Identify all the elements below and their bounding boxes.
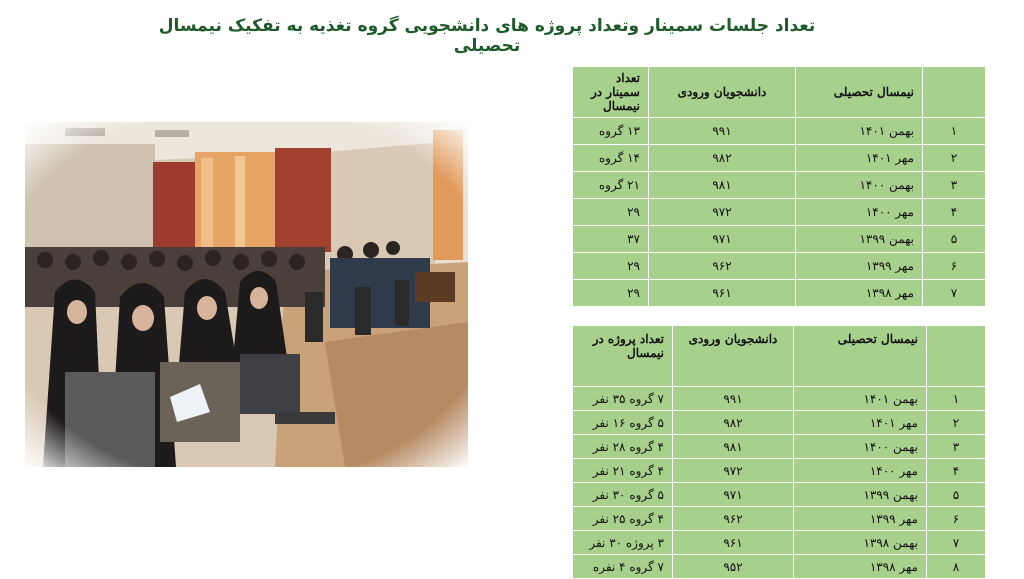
seminar-table <box>572 66 986 307</box>
row-value: ۱۴ گروه <box>573 145 649 172</box>
row-semester: بهمن ۱۳۹۸ <box>794 531 927 555</box>
row-semester: بهمن ۱۳۹۹ <box>794 483 927 507</box>
row-num: ۱ <box>923 118 986 145</box>
table-header-row <box>573 67 986 118</box>
table-row <box>573 280 986 307</box>
row-num: ۵ <box>923 226 986 253</box>
header-students: دانشجویان ورودی <box>649 67 796 118</box>
row-num: ۱ <box>927 387 986 411</box>
row-value: ۳ پروژه ۳۰ نفر <box>573 531 673 555</box>
row-semester: مهر ۱۴۰۰ <box>796 199 923 226</box>
row-value: ۷ گروه ۴ نفره <box>573 555 673 579</box>
row-num: ۵ <box>927 483 986 507</box>
row-num: ۴ <box>923 199 986 226</box>
row-value: ۴ گروه ۲۸ نفر <box>573 435 673 459</box>
row-value: ۲۱ گروه <box>573 172 649 199</box>
row-num: ۶ <box>927 507 986 531</box>
row-num: ۷ <box>927 531 986 555</box>
row-num: ۶ <box>923 253 986 280</box>
table-row <box>573 387 986 411</box>
page-title: تعداد جلسات سمینار وتعداد پروژه های دانشجویی گروه تغذیه به تفکیک نیمسال تحصیلی <box>158 16 816 56</box>
header-project-count: تعداد پروژه در نیمسال <box>573 326 673 387</box>
row-value: ۳۷ <box>573 226 649 253</box>
row-semester: بهمن ۱۴۰۰ <box>796 172 923 199</box>
seminar-table-body <box>573 118 986 307</box>
table-row <box>573 118 986 145</box>
row-semester: مهر ۱۳۹۸ <box>796 280 923 307</box>
header-semester: نیمسال تحصیلی <box>796 67 923 118</box>
header-num <box>927 326 986 387</box>
table-row <box>573 253 986 280</box>
row-semester: مهر ۱۴۰۰ <box>794 459 927 483</box>
row-num: ۲ <box>927 411 986 435</box>
row-students: ۹۶۲ <box>673 507 794 531</box>
row-students: ۹۹۱ <box>649 118 796 145</box>
row-semester: مهر ۱۴۰۱ <box>794 411 927 435</box>
row-num: ۸ <box>927 555 986 579</box>
header-semester: نیمسال تحصیلی <box>794 326 927 387</box>
table-row <box>573 411 986 435</box>
row-num: ۷ <box>923 280 986 307</box>
row-students: ۹۶۲ <box>649 253 796 280</box>
row-students: ۹۷۲ <box>673 459 794 483</box>
table-row <box>573 555 986 579</box>
row-num: ۳ <box>927 435 986 459</box>
row-value: ۱۳ گروه <box>573 118 649 145</box>
row-semester: مهر ۱۴۰۱ <box>796 145 923 172</box>
table-row <box>573 531 986 555</box>
row-value: ۴ گروه ۲۱ نفر <box>573 459 673 483</box>
row-students: ۹۷۱ <box>649 226 796 253</box>
row-semester: مهر ۱۳۹۹ <box>794 507 927 531</box>
table-row <box>573 199 986 226</box>
row-students: ۹۸۱ <box>649 172 796 199</box>
row-value: ۵ گروه ۱۶ نفر <box>573 411 673 435</box>
row-value: ۷ گروه ۳۵ نفر <box>573 387 673 411</box>
table-row <box>573 459 986 483</box>
row-num: ۳ <box>923 172 986 199</box>
table-row <box>573 172 986 199</box>
row-semester: بهمن ۱۴۰۱ <box>796 118 923 145</box>
row-students: ۹۵۲ <box>673 555 794 579</box>
row-students: ۹۶۱ <box>673 531 794 555</box>
row-semester: بهمن ۱۴۰۰ <box>794 435 927 459</box>
table-row <box>573 435 986 459</box>
header-num <box>923 67 986 118</box>
row-value: ۴ گروه ۲۵ نفر <box>573 507 673 531</box>
row-students: ۹۸۲ <box>649 145 796 172</box>
row-students: ۹۷۱ <box>673 483 794 507</box>
row-value: ۵ گروه ۳۰ نفر <box>573 483 673 507</box>
header-students: دانشجویان ورودی <box>673 326 794 387</box>
row-num: ۲ <box>923 145 986 172</box>
row-value: ۲۹ <box>573 280 649 307</box>
row-semester: مهر ۱۳۹۹ <box>796 253 923 280</box>
row-value: ۲۹ <box>573 253 649 280</box>
table-row <box>573 145 986 172</box>
row-semester: بهمن ۱۳۹۹ <box>796 226 923 253</box>
row-semester: مهر ۱۳۹۸ <box>794 555 927 579</box>
table-row <box>573 483 986 507</box>
row-students: ۹۸۲ <box>673 411 794 435</box>
project-table <box>572 325 986 579</box>
seminar-photo <box>25 122 468 467</box>
table-header-row <box>573 326 986 387</box>
row-value: ۲۹ <box>573 199 649 226</box>
row-students: ۹۹۱ <box>673 387 794 411</box>
row-semester: بهمن ۱۴۰۱ <box>794 387 927 411</box>
row-students: ۹۶۱ <box>649 280 796 307</box>
table-row <box>573 507 986 531</box>
project-table-body <box>573 387 986 579</box>
row-students: ۹۸۱ <box>673 435 794 459</box>
row-num: ۴ <box>927 459 986 483</box>
table-row <box>573 226 986 253</box>
row-students: ۹۷۲ <box>649 199 796 226</box>
header-seminar-count: تعداد سمینار در نیمسال <box>573 67 649 118</box>
